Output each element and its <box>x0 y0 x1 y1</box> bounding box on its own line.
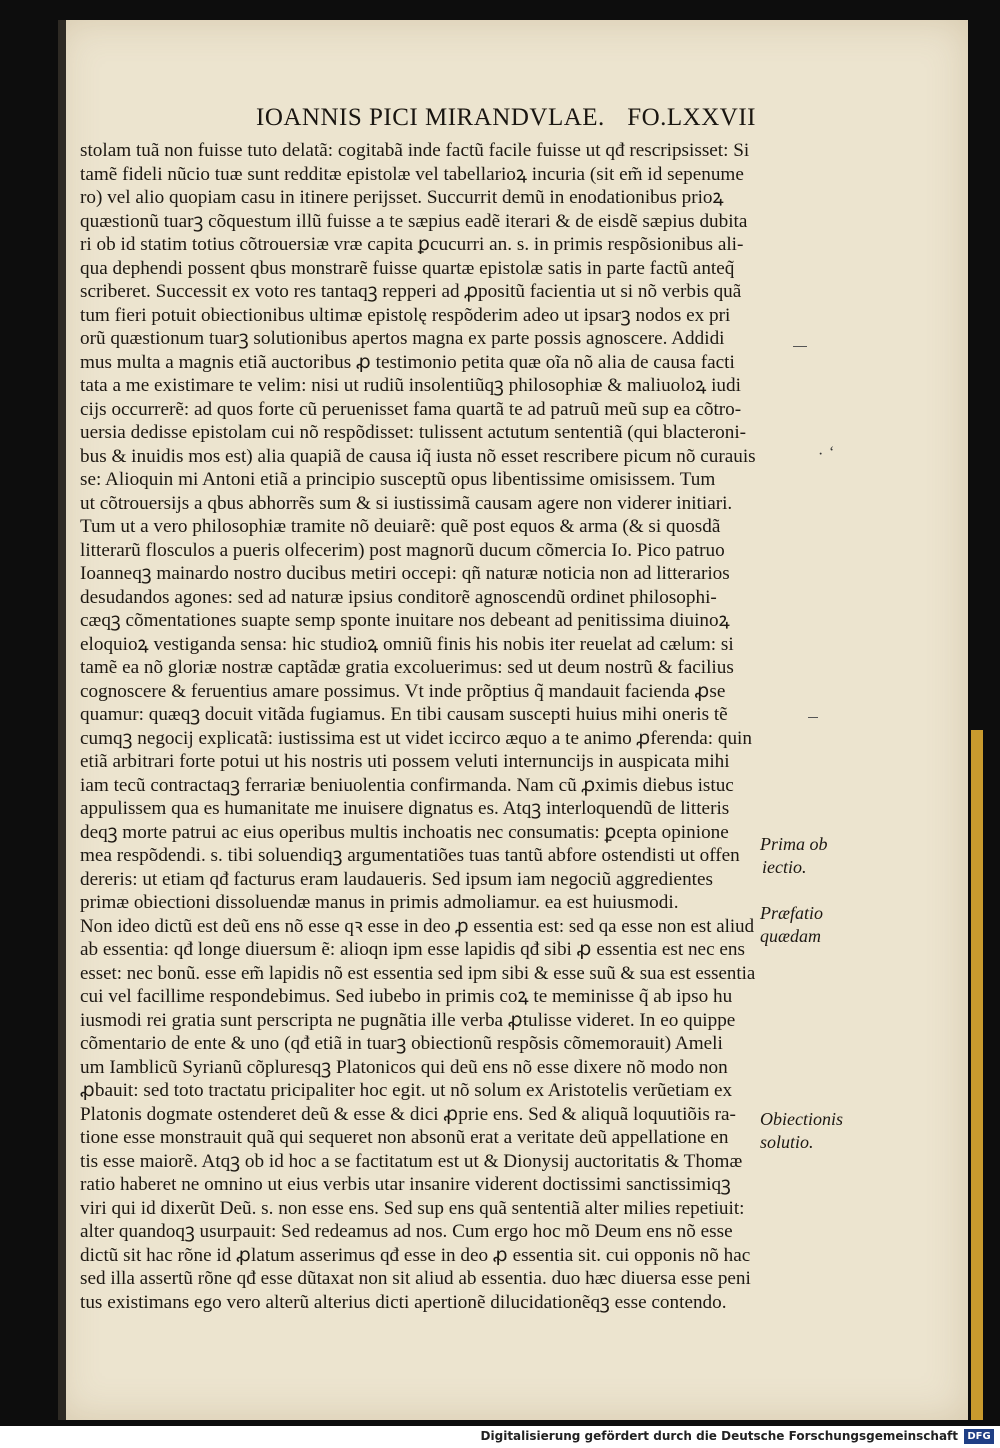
text-line: cæqꝫ cõmentationes suapte semp sponte inuitare nos debeant ad penitissima diuinoꝝ <box>80 610 730 631</box>
gloss-line: iectio. <box>762 857 807 877</box>
text-line: tamẽ fideli nũcio tuæ sunt redditæ epistolæ vel tabellarioꝝ incuria (sit em̃ id sepenume <box>80 163 744 185</box>
text-line: mus multa a magnis etiã auctoribus ꝓ testimonio petita quæ oĩa nõ alia de causa facti <box>80 351 735 373</box>
text-line: Ioanneqꝫ mainardo nostro ducibus metiri occepi: qñ naturæ noticia non ad litterarios <box>80 563 730 584</box>
margin-gloss-obiectionis-solutio <box>760 1108 843 1154</box>
text-line: cõmentario de ente & uno (qđ etiã in tuarꝫ obiectionũ respõsis cõmemorauit) Ameli <box>80 1033 723 1054</box>
footer-bar <box>0 1426 1000 1448</box>
text-line: ro) vel alio quopiam casu in itinere perijsset. Succurrit demũ in enodationibus prioꝝ <box>80 187 724 208</box>
margin-mark <box>808 717 818 718</box>
text-line: desudandos agones: sed ad naturæ ipsius conditorẽ agnoscendũ ordinet philosophi‑ <box>80 586 717 608</box>
text-line: litterarũ flosculos a pueris olfecerim) post magnorũ ducum cõmercia Io. Pico patruo <box>80 539 725 561</box>
page-title: IOANNIS PICI MIRANDVLAE. <box>256 104 605 131</box>
text-line: iusmodi rei gratia sunt perscripta ne pugnãtia ille verba ꝓtulisse videret. In eo quippe <box>80 1009 736 1031</box>
text-line: deqꝫ morte patrui ac eius operibus multis inchoatis nec consumatis: ꝑcepta opinione <box>80 821 729 843</box>
margin-mark <box>793 346 807 347</box>
text-line: tamẽ ea nõ gloriæ nostræ captãdæ gratia excoluerimus: sed ut deum nostrũ & facilius <box>80 657 734 678</box>
text-line: tata a me existimare te velim: nisi ut rudiũ insolentiũqꝫ philosophiæ & maliuoloꝝ iudi <box>80 375 741 396</box>
text-line: esset: nec bonũ. esse em̃ lapidis nõ est essentia sed ipm sibi & esse suũ & sua est essentia <box>80 962 756 984</box>
body-text <box>80 139 758 1314</box>
dfg-logo: DFG <box>964 1429 994 1444</box>
text-line: cui vel facillime respondebimus. Sed iubebo in primis coꝝ te meminisse q̃ ab ipso hu <box>80 986 733 1007</box>
binding-strip <box>971 730 983 1420</box>
text-line: um Iamblicũ Syrianũ cõpluresqꝫ Platonicos qui deũ ens nõ esse dixere nõ modo non <box>80 1056 728 1078</box>
text-line: sed illa assertũ rõne qđ esse dũtaxat non sit aliud ab essentia. duo hæc diuersa esse peni <box>80 1268 751 1289</box>
gloss-line: quædam <box>760 926 822 946</box>
folio-number: FO.LXXVII <box>627 104 756 131</box>
text-line: Non ideo dictũ est deũ ens nõ esse qꝛ esse in deo ꝓ essentia est: sed qa esse non est aliud <box>80 915 755 937</box>
text-line: eloquioꝝ vestiganda sensa: hic studioꝝ omniũ finis his nobis iter reuelat ad cælum: si <box>80 633 734 655</box>
text-line: stolam tuã non fuisse tuto delatã: cogitabã inde factũ facile fuisse ut qđ rescripsisset: Si <box>80 140 750 161</box>
gloss-line: Præfatio <box>760 903 824 923</box>
text-line: appulissem qua es humanitate me inuisere dignatus es. Atqꝫ interloquendũ de litteris <box>80 798 730 819</box>
text-line: primæ obiectioni dissoluendæ manus in primis admoliamur. ea est huiusmodi. <box>80 892 679 913</box>
text-line: cumqꝫ negocij explicatã: iustissima est ut videt iccirco æquo a te animo ꝓferenda: quin <box>80 727 752 749</box>
text-line: uersia dedisse epistolam cui nõ respõdisset: tulissent actutum sententiã (qui blacteroni‑ <box>80 422 747 443</box>
text-line: qua dephendi possent qbus monstrarẽ fuisse quartæ epistolæ satis in parte factũ anteq̃ <box>80 257 735 279</box>
text-line: alter quandoqꝫ usurpauit: Sed redeamus ad nos. Cum ergo hoc mõ Deum ens nõ esse <box>80 1221 733 1242</box>
gloss-line: solutio. <box>760 1132 814 1152</box>
margin-dot: ‘ <box>829 444 835 461</box>
text-line: cognoscere & feruentius amare possimus. Vt inde prõptius q̃ mandauit facienda ꝓse <box>80 680 726 702</box>
footer-credit: Digitalisierung gefördert durch die Deutsche Forschungsgemeinschaft <box>480 1429 958 1443</box>
text-line: ꝓbauit: sed toto tractatu pricipaliter hoc egit. ut nõ solum ex Aristotelis verũetiam ex <box>80 1080 733 1101</box>
text-line: ut cõtrouersijs a qbus abhorrẽs sum & si iustissimã causam agere non viderer initiari. <box>80 492 733 514</box>
text-line: orũ quæstionum tuarꝫ solutionibus apertos magna ex parte possis agnoscere. Addidi <box>80 328 725 349</box>
text-line: Tum ut a vero philosophiæ tramite nõ deuiarẽ: quẽ post equos & arma (& si quosdã <box>80 516 721 537</box>
text-line: dereris: ut etiam qđ facturus eram laudaueris. Sed ipsum iam negociũ aggredientes <box>80 868 713 890</box>
margin-dot: · <box>818 446 824 463</box>
gloss-line: Obiectionis <box>760 1109 843 1129</box>
page-gutter <box>58 20 66 1420</box>
text-line: Platonis dogmate ostenderet deũ & esse & dici ꝓprie ens. Sed & aliquã loquutiõis ra‑ <box>80 1103 736 1125</box>
text-line: etiã arbitrari forte potui ut his nostris uti possem veluti internuncijs in auspicata mihi <box>80 751 730 772</box>
text-line: quæstionũ tuarꝫ cõquestum illũ fuisse a te sæpius eadẽ iterari & de eisdẽ sæpius dubita <box>80 210 748 232</box>
text-line: quamur: quæqꝫ docuit vitãda fugiamus. En tibi causam suscepti huius mihi oneris tẽ <box>80 704 728 725</box>
text-line: dictũ sit hac rõne id ꝓlatum asserimus qđ esse in deo ꝓ essentia sit. cui opponis nõ hac <box>80 1244 751 1266</box>
text-line: viri qui id dixerũt Deũ. s. non esse ens. Sed sup ens quã sententiã alter milies repetiuit: <box>80 1197 745 1219</box>
text-line: tione esse monstrauit quã qui sequeret non absonũ erat a veritate deũ appellatione en <box>80 1127 729 1148</box>
text-line: se: Alioquin mi Antoni etiã a principio susceptũ opus libentissime omisissem. Tum <box>80 469 716 490</box>
text-line: ri ob id statim totius cõtrouersiæ vræ capita ꝑcucurri an. s. in primis respõsionibus ali‑ <box>80 234 744 255</box>
running-head <box>256 104 756 138</box>
gloss-line: Prima ob <box>760 834 828 854</box>
margin-gloss-prima-obiectio <box>760 833 828 879</box>
text-line: cijs occurrerẽ: ad quos forte cũ peruenisset fama quartã te ad patruũ meũ sup ea cõtro‑ <box>80 398 742 420</box>
text-line: scriberet. Successit ex voto res tantaqꝫ repperi ad ꝓpositũ facientia ut si nõ verbis quã <box>80 281 742 302</box>
text-line: tum fieri potuit obiectionibus ultimæ epistolę respõderim adeo ut ipsarꝫ nodos ex pri <box>80 304 731 326</box>
text-line: tis esse maiorẽ. Atqꝫ ob id hoc a se factitatum est ut & Dionysij auctoritatis & Thomæ <box>80 1150 743 1172</box>
text-line: bus & inuidis mos est) alia quapiã de causa iq̃ iusta nõ esset rescribere picum nõ curauis <box>80 445 756 467</box>
text-line: iam tecũ contractaqꝫ ferrariæ beniuolentia confirmanda. Nam cũ ꝓximis diebus istuc <box>80 774 734 796</box>
text-line: ab essentia: qđ longe diuersum ẽ: alioqn ipm esse lapidis qđ sibi ꝓ essentia est nec ens <box>80 939 745 960</box>
margin-gloss-praefatio <box>760 902 823 948</box>
text-line: tus existimans ego vero alterũ alterius dicti apertionẽ dilucidationẽqꝫ esse contendo. <box>80 1291 727 1313</box>
text-line: mea respõdendi. s. tibi soluendiqꝫ argumentatiões tuas tantũ abfore ostendisti ut offen <box>80 845 740 866</box>
text-line: ratio haberet ne omnino ut eius verbis utar insanire viderent doctissimi sanctissimiqꝫ <box>80 1174 731 1195</box>
